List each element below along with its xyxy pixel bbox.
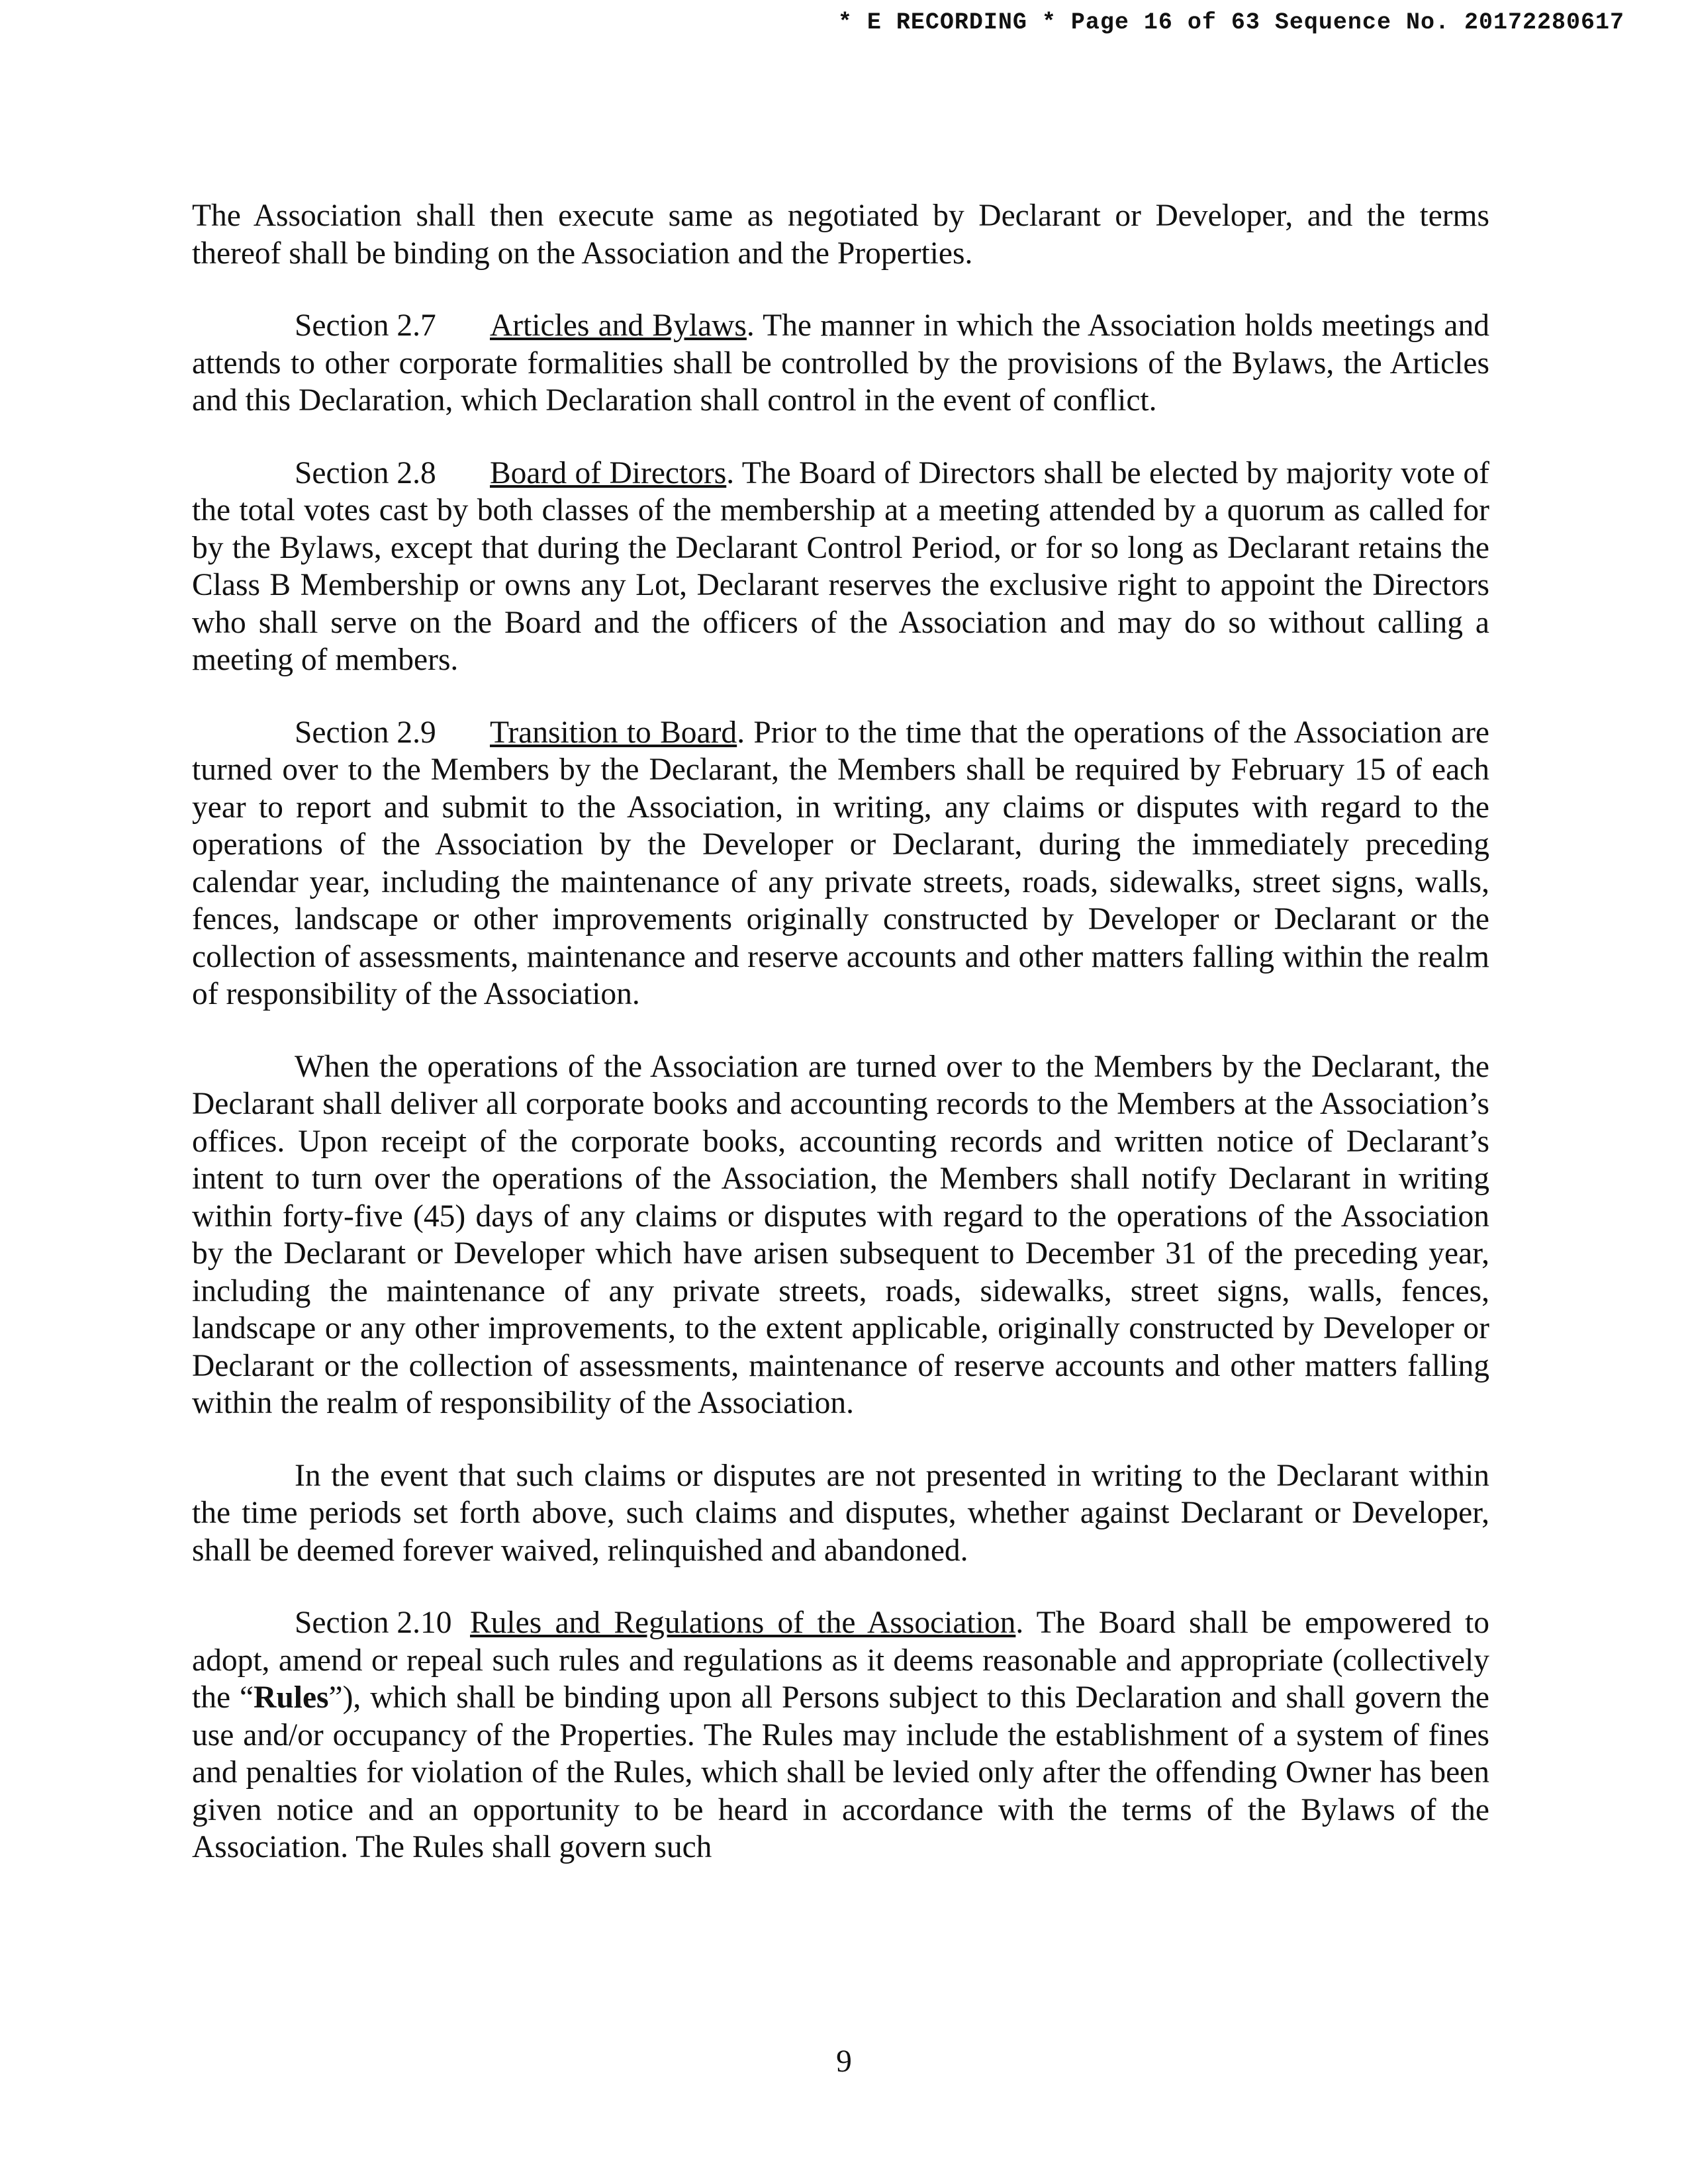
recording-header: * E RECORDING * Page 16 of 63 Sequence No. 20172280617 [837, 9, 1624, 36]
section-text-continued: ”), which shall be binding upon all Persons subject to this Declaration and shall govern the use and/or occupancy of the Properties. The Rules may include the establishment of a system of fines and penalties for violation of the Rules, which shall be levied only after the offending Owner has been given notice and an opportunity to be heard in accordance with the terms of the Bylaws of the Association. The Rules shall govern such [192, 1680, 1489, 1864]
section-2-8 [192, 455, 1489, 679]
section-title: Board of Directors [490, 455, 727, 490]
page-number: 9 [836, 2044, 852, 2079]
section-text: . The manner in which the Association holds meetings and attends to other corporate formalities shall be controlled by the provisions of the Bylaws, the Articles and this Declaration, which Declaration shall control in the event of conflict. [192, 308, 1489, 418]
document-body [192, 197, 1489, 1901]
section-2-7 [192, 307, 1489, 420]
section-text: . Prior to the time that the operations of the Association are turned over to the Members by the Declarant, the Members shall be required by February 15 of each year to report and submit to the Association, in writing, any claims or disputes with regard to the operations of the Association by the Developer or Declarant, during the immediately preceding calendar year, including the maintenance of any private streets, roads, sidewalks, street signs, walls, fences, landscape or other improvements originally constructed by Developer or Declarant or the collection of assessments, maintenance and reserve accounts and other matters falling within the realm of responsibility of the Association. [192, 715, 1489, 1011]
section-number: Section 2.8 [295, 455, 436, 490]
paragraph-text: In the event that such claims or disputes are not presented in writing to the Declarant within the time periods set forth above, such claims and disputes, whether against Declarant or Developer, shall be deemed forever waived, relinquished and abandoned. [192, 1458, 1489, 1568]
section-2-10 [192, 1604, 1489, 1866]
paragraph-text: When the operations of the Association are turned over to the Members by the Declarant, the Declarant shall deliver all corporate books and accounting records to the Members at the Association’s offices. Upon receipt of the corporate books, accounting records and written notice of Declarant’s intent to turn over the operations of the Association, the Members shall notify Declarant in writing within forty-five (45) days of any claims or disputes with regard to the operations of the Association by the Declarant or Developer which have arisen subsequent to December 31 of the preceding year, including the maintenance of any private streets, roads, sidewalks, street signs, walls, fences, landscape or any other improvements, to the extent applicable, originally constructed by Developer or Declarant or the collection of assessments, maintenance of reserve accounts and other matters falling within the realm of responsibility of the Association. [192, 1049, 1489, 1420]
paragraph-waiver [192, 1457, 1489, 1570]
section-number: Section 2.7 [295, 308, 436, 343]
section-title: Transition to Board [490, 715, 737, 750]
paragraph-text: The Association shall then execute same as negotiated by Declarant or Developer, and the terms thereof shall be binding on the Association and the Properties. [192, 199, 1489, 271]
paragraph-turnover [192, 1048, 1489, 1422]
defined-term: Rules [254, 1680, 329, 1715]
section-title: Rules and Regulations of the Association [470, 1606, 1016, 1640]
paragraph-continuation [192, 197, 1489, 272]
section-text: . The Board of Directors shall be elected by majority vote of the total votes cast by both classes of the membership at a meeting attended by a quorum as called for by the Bylaws, except that during the Declarant Control Period, or for so long as Declarant retains the Class B Membership or owns any Lot, Declarant reserves the exclusive right to appoint the Directors who shall serve on the Board and the officers of the Association and may do so without calling a meeting of members. [192, 455, 1489, 677]
section-title: Articles and Bylaws [490, 308, 747, 343]
section-text: . The Board shall be empowered to adopt, amend or repeal such rules and regulations as it deems reasonable and appropriate (collectively the “ [192, 1606, 1489, 1715]
section-2-9 [192, 714, 1489, 1013]
section-number: Section 2.9 [295, 715, 436, 750]
section-number: Section 2.10 [295, 1606, 452, 1640]
